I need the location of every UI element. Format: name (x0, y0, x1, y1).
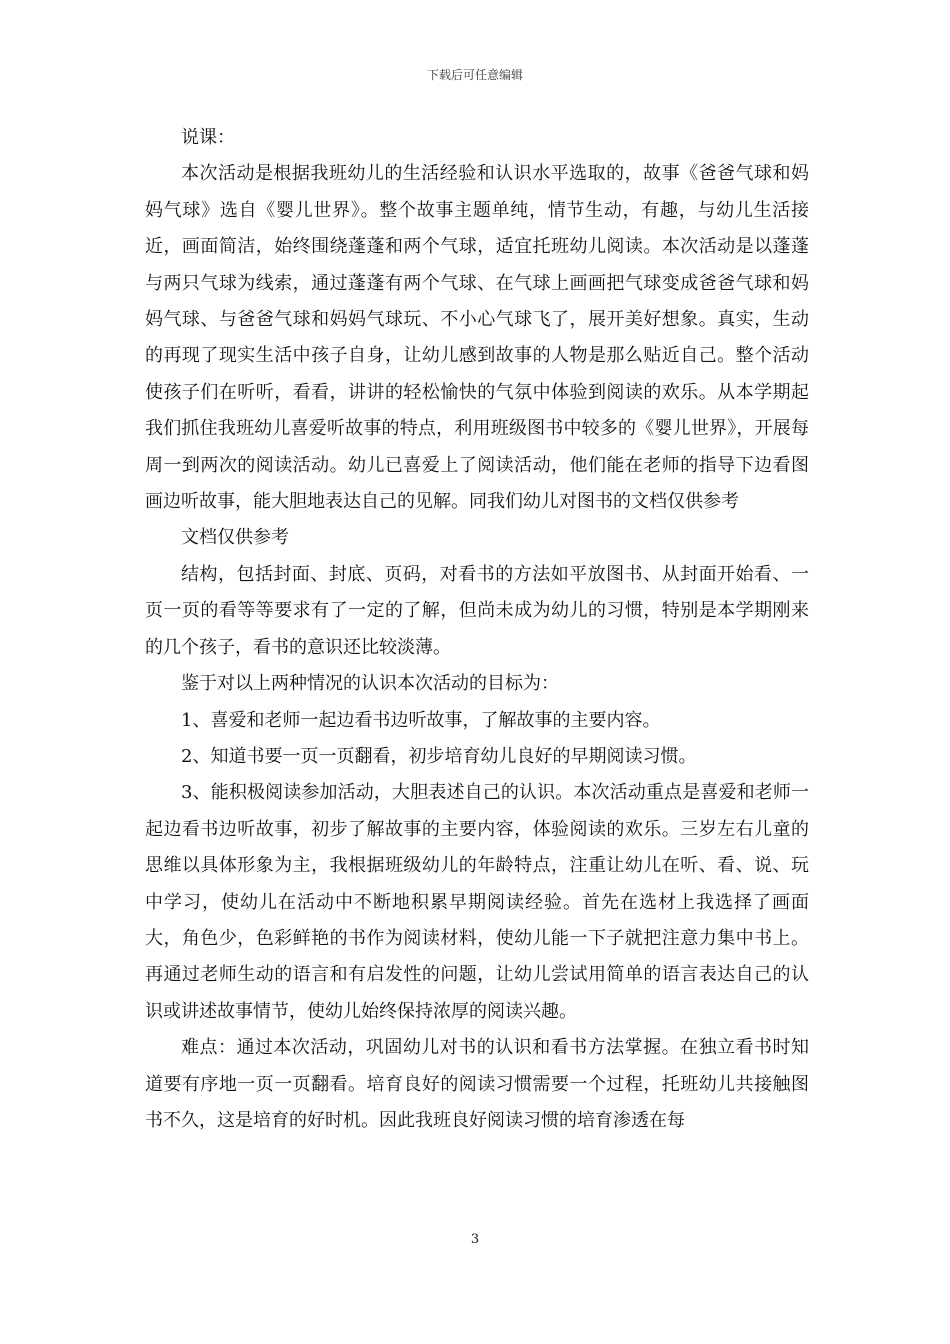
paragraph-structure: 结构，包括封面、封底、页码，对看书的方法如平放图书、从封面开始看、一页一页的看等等要求有了一定的了解，但尚未成为幼儿的习惯，特别是本学期刚来的几个孩子，看书的意识还比较淡薄。 (145, 563, 809, 658)
paragraph-intro: 本次活动是根据我班幼儿的生活经验和认识水平选取的，故事《爸爸气球和妈妈气球》选自《婴儿世界》。整个故事主题单纯，情节生动，有趣，与幼儿生活接近，画面简洁，始终围绕蓬蓬和两个气球，适宜托班幼儿阅读。本次活动是以蓬蓬与两只气球为线索，通过蓬蓬有两个气球、在气球上画画把气球变成爸爸气球和妈妈气球、与爸爸气球和妈妈气球玩、不小心气球飞了，展开美好想象。真实，生动的再现了现实生活中孩子自身，让幼儿感到故事的人物是那么贴近自己。整个活动使孩子们在听听，看看，讲讲的轻松愉快的气氛中体验到阅读的欢乐。从本学期起我们抓住我班幼儿喜爱听故事的特点，利用班级图书中较多的《婴儿世界》，开展每周一到两次的阅读活动。幼儿已喜爱上了阅读活动，他们能在老师的指导下边看图画边听故事，能大胆地表达自己的见解。同我们幼儿对图书的文档仅供参考 (145, 163, 809, 513)
paragraph-note: 文档仅供参考 (181, 527, 289, 549)
body-text (145, 120, 809, 1139)
paragraph-goals-intro: 鉴于对以上两种情况的认识本次活动的目标为： (181, 673, 559, 695)
paragraph-goal-3: 3、能积极阅读参加活动，大胆表述自己的认识。本次活动重点是喜爱和老师一起边看书边听故事，初步了解故事的主要内容，体验阅读的欢乐。三岁左右儿童的思维以具体形象为主，我根据班级幼儿的年龄特点，注重让幼儿在听、看、说、玩中学习，使幼儿在活动中不断地积累早期阅读经验。首先在选材上我选择了画面大，角色少，色彩鲜艳的书作为阅读材料，使幼儿能一下子就把注意力集中书上。再通过老师生动的语言和有启发性的问题，让幼儿尝试用简单的语言表达自己的认识或讲述故事情节，使幼儿始终保持浓厚的阅读兴趣。 (145, 782, 809, 1022)
page-number: 3 (470, 1232, 480, 1247)
paragraph-goal-1: 1、喜爱和老师一起边看书边听故事，了解故事的主要内容。 (181, 709, 661, 731)
paragraph-difficulty: 难点：通过本次活动，巩固幼儿对书的认识和看书方法掌握。在独立看书时知道要有序地一页一页翻看。培育良好的阅读习惯需要一个过程，托班幼儿共接触图书不久，这是培育的好时机。因此我班良好阅读习惯的培育渗透在每 (145, 1037, 809, 1131)
paragraph-goal-2: 2、知道书要一页一页翻看，初步培育幼儿良好的早期阅读习惯。 (181, 745, 697, 767)
page-header: 下载后可任意编辑 (426, 68, 523, 82)
paragraph-title: 说课： (181, 127, 235, 148)
